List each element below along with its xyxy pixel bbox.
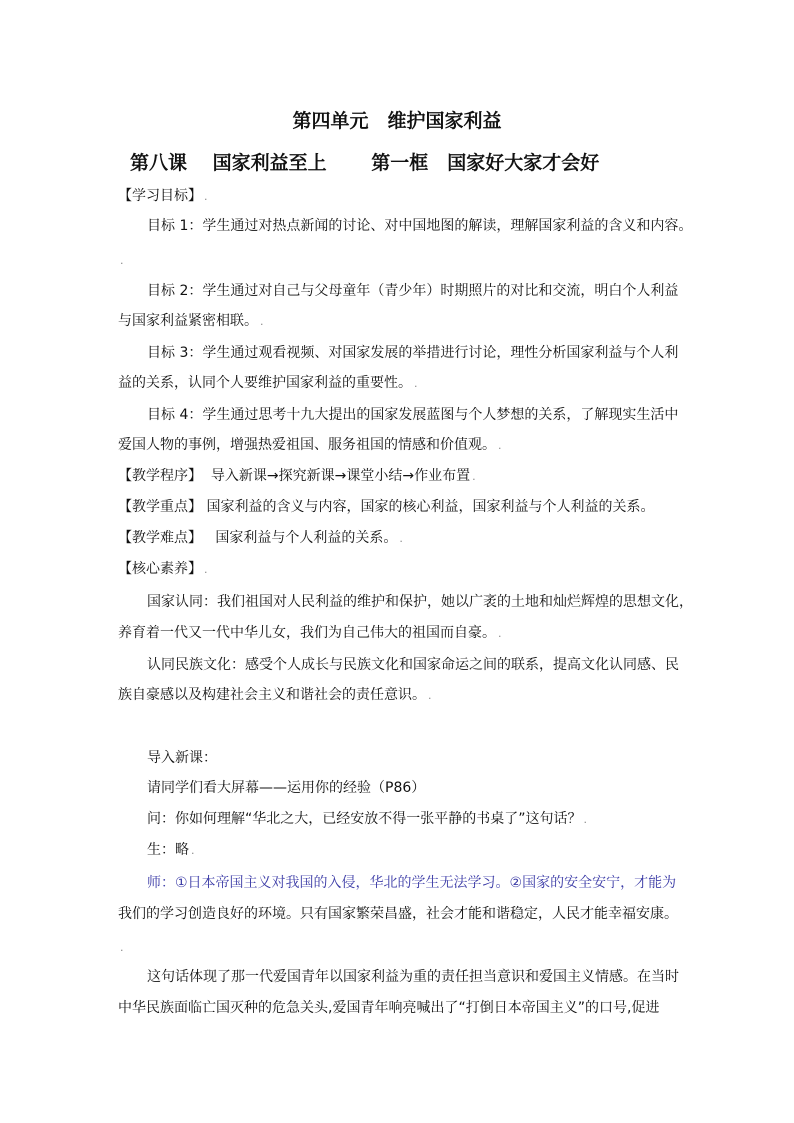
literacy-p2-line-2: 族自豪感以及构建社会主义和谐社会的责任意识。 . — [118, 687, 432, 703]
objectives-heading: 【学习目标】 . — [118, 188, 208, 204]
unit-title: 第四单元 维护国家利益 — [292, 110, 502, 132]
intro-line-5: 我们的学习创造良好的环境。只有国家繁荣昌盛，社会才能和谐稳定，人民才能幸福安康。 — [118, 906, 678, 922]
intro-line-1: 请同学们看大屏幕——运用你的经验（P86） — [147, 780, 426, 796]
literacy-heading: 【核心素养】 . — [118, 561, 208, 577]
goal-2-line-1: 目标 2：学生通过对自己与父母童年（青少年）时期照片的对比和交流，明白个人利益 — [147, 283, 679, 299]
goal-2-line-2: 与国家利益紧密相联。 . — [118, 313, 264, 329]
literacy-p1-line-2: 养育着一代又一代中华儿女，我们为自己伟大的祖国而自豪。 . — [118, 625, 502, 641]
teaching-keypoint: 【教学重点】 国家利益的含义与内容，国家的核心利益，国家利益与个人利益的关系。 — [118, 499, 655, 515]
intro-line-4: 师：①日本帝国主义对我国的入侵，华北的学生无法学习。②国家的安全安宁，才能为 — [147, 875, 677, 891]
empty-para-mark-2: . — [120, 941, 124, 954]
intro-line-2: 问：你如何理解“华北之大，已经安放不得一张平静的书桌了”这句话？ . — [147, 811, 588, 827]
intro-line-6: 这句话体现了那一代爱国青年以国家利益为重的责任担当意识和爱国主义情感。在当时 — [147, 969, 679, 985]
teaching-difficulty: 【教学难点】 国家利益与个人利益的关系。 . — [118, 530, 403, 546]
intro-line-3: 生：略 . — [147, 842, 195, 858]
intro-heading: 导入新课： — [147, 750, 217, 766]
empty-para-mark: . — [120, 254, 124, 267]
goal-4-line-2: 爱国人物的事例，增强热爱祖国、服务祖国的情感和价值观。 . — [118, 437, 502, 453]
goal-1: 目标 1：学生通过对热点新闻的讨论、对中国地图的解读，理解国家利益的含义和内容。 — [147, 218, 693, 234]
goal-3-line-1: 目标 3：学生通过观看视频、对国家发展的举措进行讨论，理性分析国家利益与个人利 — [147, 345, 679, 361]
goal-4-line-1: 目标 4：学生通过思考十九大提出的国家发展蓝图与个人梦想的关系，了解现实生活中 — [147, 407, 679, 423]
intro-line-7: 中华民族面临亡国灭种的危急关头,爱国青年响亮喊出了“打倒日本帝国主义”的口号,促进 — [118, 1000, 660, 1016]
teaching-program: 【教学程序】 导入新课→探究新课→课堂小结→作业布置 . — [118, 468, 476, 484]
literacy-p2-line-1: 认同民族文化：感受个人成长与民族文化和国家命运之间的联系，提高文化认同感、民 — [147, 657, 679, 673]
lesson-title: 第八课 国家利益至上 第一框 国家好大家才会好 — [130, 152, 600, 174]
literacy-p1-line-1: 国家认同：我们祖国对人民利益的维护和保护，她以广袤的土地和灿烂辉煌的思想文化， — [147, 594, 693, 610]
goal-3-line-2: 益的关系，认同个人要维护国家利益的重要性。 . — [118, 375, 418, 391]
